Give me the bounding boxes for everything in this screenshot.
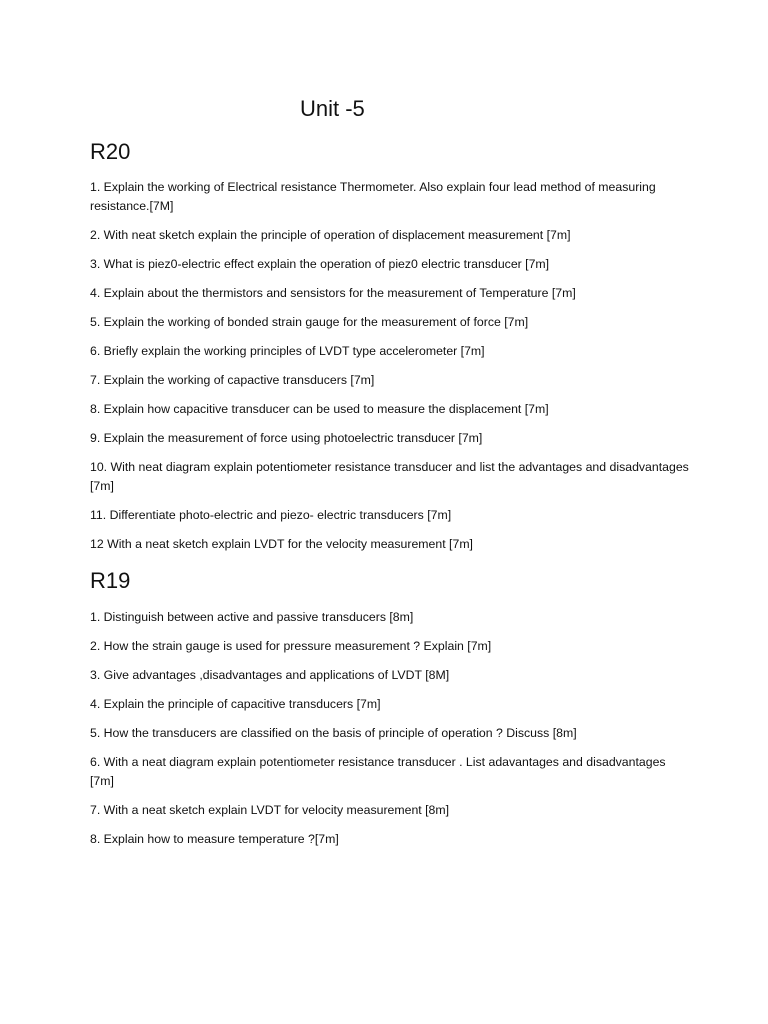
question-item: 5. How the transducers are classified on the basis of principle of operation ? Discuss [8m] (90, 726, 577, 740)
question-item: 6. Briefly explain the working principles of LVDT type accelerometer [7m] (90, 344, 485, 358)
question-item: 4. Explain about the thermistors and sensistors for the measurement of Temperature [7m] (90, 286, 576, 300)
question-item: 2. With neat sketch explain the principle of operation of displacement measurement [7m] (90, 228, 571, 242)
question-item: 9. Explain the measurement of force using photoelectric transducer [7m] (90, 431, 483, 445)
question-item: 8. Explain how to measure temperature ?[7m] (90, 832, 339, 846)
section-heading-r19: R19 (90, 568, 131, 593)
question-item: 12 With a neat sketch explain LVDT for the velocity measurement [7m] (90, 537, 473, 551)
page-title: Unit -5 (300, 96, 365, 121)
question-item: 3. What is piez0-electric effect explain the operation of piez0 electric transducer [7m] (90, 257, 550, 271)
question-item: 11. Differentiate photo-electric and piezo- electric transducers [7m] (90, 508, 452, 522)
question-item: 6. With a neat diagram explain potentiometer resistance transducer . List adavantages and disadvantages [7m] (90, 755, 666, 788)
question-list-r19 (90, 608, 690, 859)
question-item: 7. With a neat sketch explain LVDT for velocity measurement [8m] (90, 803, 450, 817)
question-item: 10. With neat diagram explain potentiometer resistance transducer and list the advantages and disadvantages [7m] (90, 460, 689, 493)
question-item: 1. Explain the working of Electrical resistance Thermometer. Also explain four lead method of measuring resistance.[7M] (90, 180, 656, 213)
question-item: 7. Explain the working of capactive transducers [7m] (90, 373, 375, 387)
question-item: 2. How the strain gauge is used for pressure measurement ? Explain [7m] (90, 639, 492, 653)
question-item: 5. Explain the working of bonded strain gauge for the measurement of force [7m] (90, 315, 529, 329)
question-item: 1. Distinguish between active and passive transducers [8m] (90, 610, 414, 624)
question-item: 3. Give advantages ,disadvantages and applications of LVDT [8M] (90, 668, 450, 682)
section-heading-r20: R20 (90, 139, 131, 164)
question-item: 8. Explain how capacitive transducer can be used to measure the displacement [7m] (90, 402, 549, 416)
question-item: 4. Explain the principle of capacitive transducers [7m] (90, 697, 381, 711)
question-list-r20 (90, 178, 690, 564)
